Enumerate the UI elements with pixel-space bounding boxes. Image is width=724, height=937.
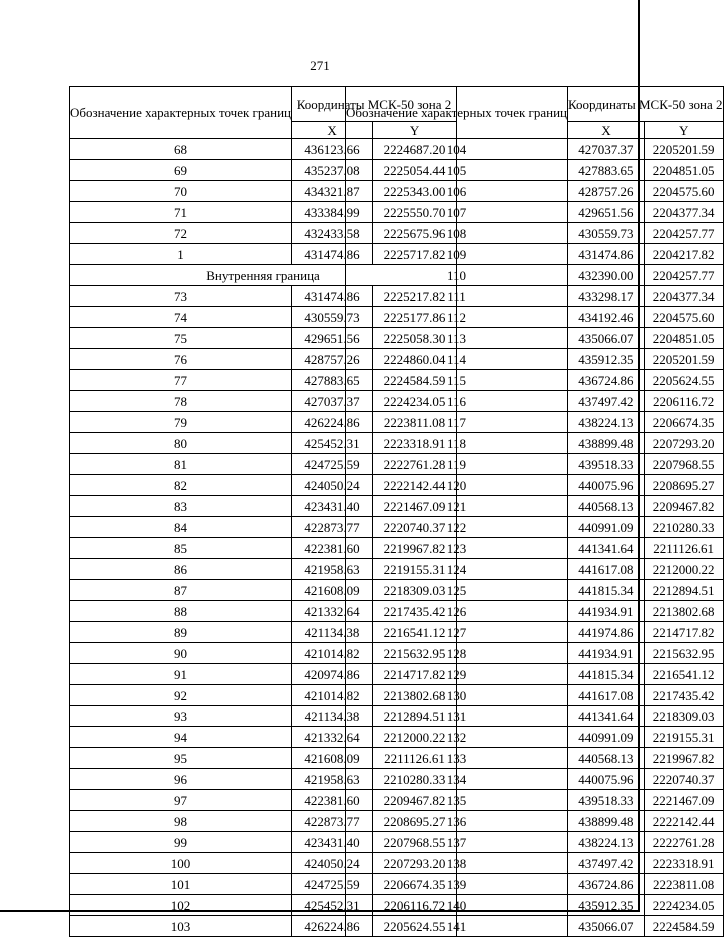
y-coordinate-cell: 2225343.00 — [373, 181, 457, 202]
table-row — [346, 265, 724, 286]
x-coordinate-cell: 427883.65 — [568, 160, 645, 181]
y-coordinate-cell: 2223811.08 — [644, 874, 723, 895]
point-id-cell: 84 — [70, 517, 292, 538]
point-id-cell: 132 — [346, 727, 568, 748]
point-id-cell: 127 — [346, 622, 568, 643]
table-row — [346, 244, 724, 265]
point-id-cell: 137 — [346, 832, 568, 853]
table-row — [346, 391, 724, 412]
y-coordinate-cell: 2205624.55 — [644, 370, 723, 391]
y-coordinate-cell: 2219155.31 — [644, 727, 723, 748]
y-coordinate-cell: 2219967.82 — [373, 538, 457, 559]
point-id-cell: 141 — [346, 916, 568, 937]
table-row — [346, 370, 724, 391]
x-coordinate-cell: 440568.13 — [568, 496, 645, 517]
point-id-cell: 94 — [70, 727, 292, 748]
x-coordinate-cell: 422873.77 — [292, 517, 373, 538]
y-coordinate-cell: 2218309.03 — [373, 580, 457, 601]
point-id-cell: 92 — [70, 685, 292, 706]
point-id-cell: 107 — [346, 202, 568, 223]
y-coordinate-cell: 2207968.55 — [644, 454, 723, 475]
point-id-cell: 72 — [70, 223, 292, 244]
x-coordinate-cell: 425452.31 — [292, 433, 373, 454]
table-row — [346, 643, 724, 664]
y-coordinate-cell: 2204851.05 — [644, 328, 723, 349]
y-coordinate-cell: 2206674.35 — [373, 874, 457, 895]
x-coordinate-cell: 429651.56 — [292, 328, 373, 349]
y-coordinate-cell: 2214717.82 — [373, 664, 457, 685]
y-coordinate-cell: 2224687.20 — [373, 139, 457, 160]
x-coordinate-cell: 427037.37 — [568, 139, 645, 160]
y-coordinate-cell: 2208695.27 — [373, 811, 457, 832]
y-coordinate-cell: 2210280.33 — [373, 769, 457, 790]
x-coordinate-cell: 441974.86 — [568, 622, 645, 643]
y-coordinate-cell: 2210280.33 — [644, 517, 723, 538]
section-label: Внутренняя граница — [70, 265, 457, 286]
x-coordinate-cell: 441815.34 — [568, 664, 645, 685]
table-row — [346, 685, 724, 706]
y-coordinate-cell: 2205201.59 — [644, 349, 723, 370]
x-coordinate-cell: 435912.35 — [568, 349, 645, 370]
x-coordinate-cell: 440075.96 — [568, 769, 645, 790]
y-coordinate-cell: 2206116.72 — [644, 391, 723, 412]
y-coordinate-cell: 2212894.51 — [373, 706, 457, 727]
table-row — [346, 517, 724, 538]
point-id-cell: 114 — [346, 349, 568, 370]
x-coordinate-cell: 434321.87 — [292, 181, 373, 202]
y-coordinate-cell: 2215632.95 — [373, 643, 457, 664]
header-point-designation: Обозначение характерных точек границ — [346, 87, 568, 139]
table-row — [346, 832, 724, 853]
x-coordinate-cell: 427883.65 — [292, 370, 373, 391]
x-coordinate-cell: 423431.40 — [292, 496, 373, 517]
point-id-cell: 138 — [346, 853, 568, 874]
y-coordinate-cell: 2225054.44 — [373, 160, 457, 181]
table-row — [346, 223, 724, 244]
point-id-cell: 123 — [346, 538, 568, 559]
x-coordinate-cell: 441341.64 — [568, 538, 645, 559]
table-row — [346, 874, 724, 895]
x-coordinate-cell: 439518.33 — [568, 454, 645, 475]
point-id-cell: 96 — [70, 769, 292, 790]
x-coordinate-cell: 439518.33 — [568, 790, 645, 811]
table-row — [346, 433, 724, 454]
table-row — [346, 664, 724, 685]
point-id-cell: 108 — [346, 223, 568, 244]
point-id-cell: 117 — [346, 412, 568, 433]
x-coordinate-cell: 440075.96 — [568, 475, 645, 496]
point-id-cell: 77 — [70, 370, 292, 391]
point-id-cell: 81 — [70, 454, 292, 475]
x-coordinate-cell: 441617.08 — [568, 559, 645, 580]
x-coordinate-cell: 430559.73 — [292, 307, 373, 328]
point-id-cell: 106 — [346, 181, 568, 202]
y-coordinate-cell: 2205624.55 — [373, 916, 457, 937]
x-coordinate-cell: 429651.56 — [568, 202, 645, 223]
y-coordinate-cell: 2213802.68 — [644, 601, 723, 622]
point-id-cell: 73 — [70, 286, 292, 307]
point-id-cell: 68 — [70, 139, 292, 160]
point-id-cell: 76 — [70, 349, 292, 370]
y-coordinate-cell: 2223811.08 — [373, 412, 457, 433]
x-coordinate-cell: 435066.07 — [568, 916, 645, 937]
x-coordinate-cell: 441341.64 — [568, 706, 645, 727]
coordinates-table-right — [345, 86, 724, 937]
y-coordinate-cell: 2205201.59 — [644, 139, 723, 160]
header-point-designation: Обозначение характерных точек границ — [70, 87, 292, 139]
y-coordinate-cell: 2204257.77 — [644, 223, 723, 244]
page-number: 271 — [310, 58, 330, 73]
table-row — [346, 160, 724, 181]
point-id-cell: 97 — [70, 790, 292, 811]
y-coordinate-cell: 2218309.03 — [644, 706, 723, 727]
point-id-cell: 133 — [346, 748, 568, 769]
x-coordinate-cell: 441934.91 — [568, 601, 645, 622]
y-coordinate-cell: 2207293.20 — [644, 433, 723, 454]
x-coordinate-cell: 422873.77 — [292, 811, 373, 832]
point-id-cell: 90 — [70, 643, 292, 664]
y-coordinate-cell: 2221467.09 — [644, 790, 723, 811]
point-id-cell: 129 — [346, 664, 568, 685]
header-y: Y — [373, 122, 457, 139]
table-row — [346, 580, 724, 601]
y-coordinate-cell: 2224234.05 — [373, 391, 457, 412]
point-id-cell: 122 — [346, 517, 568, 538]
table-row — [346, 706, 724, 727]
point-id-cell: 99 — [70, 832, 292, 853]
x-coordinate-cell: 421332.64 — [292, 727, 373, 748]
y-coordinate-cell: 2216541.12 — [373, 622, 457, 643]
table-row — [346, 475, 724, 496]
point-id-cell: 109 — [346, 244, 568, 265]
point-id-cell: 126 — [346, 601, 568, 622]
table-row — [346, 622, 724, 643]
x-coordinate-cell: 427037.37 — [292, 391, 373, 412]
point-id-cell: 118 — [346, 433, 568, 454]
x-coordinate-cell: 436123.66 — [292, 139, 373, 160]
table-row — [346, 349, 724, 370]
y-coordinate-cell: 2208695.27 — [644, 475, 723, 496]
y-coordinate-cell: 2204851.05 — [644, 160, 723, 181]
y-coordinate-cell: 2209467.82 — [644, 496, 723, 517]
x-coordinate-cell: 421608.09 — [292, 748, 373, 769]
x-coordinate-cell: 426224.86 — [292, 916, 373, 937]
x-coordinate-cell: 438224.13 — [568, 412, 645, 433]
y-coordinate-cell: 2213802.68 — [373, 685, 457, 706]
table-row — [346, 307, 724, 328]
y-coordinate-cell: 2224584.59 — [644, 916, 723, 937]
y-coordinate-cell: 2207968.55 — [373, 832, 457, 853]
point-id-cell: 75 — [70, 328, 292, 349]
y-coordinate-cell: 2211126.61 — [644, 538, 723, 559]
point-id-cell: 1 — [70, 244, 292, 265]
point-id-cell: 87 — [70, 580, 292, 601]
y-coordinate-cell: 2222761.28 — [373, 454, 457, 475]
point-id-cell: 89 — [70, 622, 292, 643]
x-coordinate-cell: 441617.08 — [568, 685, 645, 706]
table-row — [346, 139, 724, 160]
y-coordinate-cell: 2216541.12 — [644, 664, 723, 685]
table-row — [346, 454, 724, 475]
x-coordinate-cell: 421958.63 — [292, 769, 373, 790]
point-id-cell: 98 — [70, 811, 292, 832]
x-coordinate-cell: 436724.86 — [568, 370, 645, 391]
x-coordinate-cell: 422381.60 — [292, 790, 373, 811]
point-id-cell: 135 — [346, 790, 568, 811]
x-coordinate-cell: 421332.64 — [292, 601, 373, 622]
header-x: X — [568, 122, 645, 139]
y-coordinate-cell: 2222142.44 — [644, 811, 723, 832]
x-coordinate-cell: 421608.09 — [292, 580, 373, 601]
y-coordinate-cell: 2225177.86 — [373, 307, 457, 328]
point-id-cell: 95 — [70, 748, 292, 769]
header-coordinates: Координаты МСК-50 зона 2 — [292, 87, 457, 122]
point-id-cell: 121 — [346, 496, 568, 517]
table-row — [346, 769, 724, 790]
y-coordinate-cell: 2204217.82 — [644, 244, 723, 265]
header-y: Y — [644, 122, 723, 139]
y-coordinate-cell: 2204257.77 — [644, 265, 723, 286]
x-coordinate-cell: 424050.24 — [292, 475, 373, 496]
point-id-cell: 69 — [70, 160, 292, 181]
point-id-cell: 128 — [346, 643, 568, 664]
x-coordinate-cell: 438899.48 — [568, 433, 645, 454]
point-id-cell: 130 — [346, 685, 568, 706]
point-id-cell: 102 — [70, 895, 292, 916]
point-id-cell: 86 — [70, 559, 292, 580]
point-id-cell: 110 — [346, 265, 568, 286]
point-id-cell: 70 — [70, 181, 292, 202]
point-id-cell: 113 — [346, 328, 568, 349]
y-coordinate-cell: 2221467.09 — [373, 496, 457, 517]
point-id-cell: 93 — [70, 706, 292, 727]
y-coordinate-cell: 2204377.34 — [644, 286, 723, 307]
y-coordinate-cell: 2214717.82 — [644, 622, 723, 643]
point-id-cell: 136 — [346, 811, 568, 832]
y-coordinate-cell: 2225217.82 — [373, 286, 457, 307]
x-coordinate-cell: 422381.60 — [292, 538, 373, 559]
y-coordinate-cell: 2204377.34 — [644, 202, 723, 223]
x-coordinate-cell: 441934.91 — [568, 643, 645, 664]
point-id-cell: 120 — [346, 475, 568, 496]
y-coordinate-cell: 2211126.61 — [373, 748, 457, 769]
x-coordinate-cell: 431474.86 — [292, 244, 373, 265]
right-table-body — [346, 139, 724, 937]
y-coordinate-cell: 2212894.51 — [644, 580, 723, 601]
x-coordinate-cell: 424725.59 — [292, 454, 373, 475]
x-coordinate-cell: 437497.42 — [568, 391, 645, 412]
y-coordinate-cell: 2224584.59 — [373, 370, 457, 391]
x-coordinate-cell: 440568.13 — [568, 748, 645, 769]
point-id-cell: 131 — [346, 706, 568, 727]
y-coordinate-cell: 2207293.20 — [373, 853, 457, 874]
y-coordinate-cell: 2225675.96 — [373, 223, 457, 244]
y-coordinate-cell: 2204575.60 — [644, 307, 723, 328]
point-id-cell: 82 — [70, 475, 292, 496]
point-id-cell: 91 — [70, 664, 292, 685]
x-coordinate-cell: 433298.17 — [568, 286, 645, 307]
point-id-cell: 100 — [70, 853, 292, 874]
x-coordinate-cell: 435912.35 — [568, 895, 645, 916]
y-coordinate-cell: 2224234.05 — [644, 895, 723, 916]
table-row — [346, 181, 724, 202]
x-coordinate-cell: 428757.26 — [292, 349, 373, 370]
y-coordinate-cell: 2212000.22 — [644, 559, 723, 580]
y-coordinate-cell: 2222142.44 — [373, 475, 457, 496]
x-coordinate-cell: 421958.63 — [292, 559, 373, 580]
point-id-cell: 111 — [346, 286, 568, 307]
y-coordinate-cell: 2212000.22 — [373, 727, 457, 748]
x-coordinate-cell: 438224.13 — [568, 832, 645, 853]
table-row — [346, 790, 724, 811]
x-coordinate-cell: 435237.08 — [292, 160, 373, 181]
y-coordinate-cell: 2206674.35 — [644, 412, 723, 433]
point-id-cell: 85 — [70, 538, 292, 559]
y-coordinate-cell: 2219155.31 — [373, 559, 457, 580]
point-id-cell: 88 — [70, 601, 292, 622]
x-coordinate-cell: 433384.99 — [292, 202, 373, 223]
point-id-cell: 71 — [70, 202, 292, 223]
y-coordinate-cell: 2222761.28 — [644, 832, 723, 853]
point-id-cell: 103 — [70, 916, 292, 937]
x-coordinate-cell: 436724.86 — [568, 874, 645, 895]
point-id-cell: 124 — [346, 559, 568, 580]
point-id-cell: 139 — [346, 874, 568, 895]
point-id-cell: 140 — [346, 895, 568, 916]
table-row — [346, 328, 724, 349]
y-coordinate-cell: 2225058.30 — [373, 328, 457, 349]
x-coordinate-cell: 435066.07 — [568, 328, 645, 349]
x-coordinate-cell: 430559.73 — [568, 223, 645, 244]
x-coordinate-cell: 434192.46 — [568, 307, 645, 328]
y-coordinate-cell: 2220740.37 — [373, 517, 457, 538]
header-x: X — [292, 122, 373, 139]
y-coordinate-cell: 2225717.82 — [373, 244, 457, 265]
point-id-cell: 105 — [346, 160, 568, 181]
table-row — [346, 559, 724, 580]
point-id-cell: 119 — [346, 454, 568, 475]
x-coordinate-cell: 426224.86 — [292, 412, 373, 433]
y-coordinate-cell: 2206116.72 — [373, 895, 457, 916]
table-row — [346, 895, 724, 916]
y-coordinate-cell: 2217435.42 — [644, 685, 723, 706]
point-id-cell: 104 — [346, 139, 568, 160]
table-row — [346, 202, 724, 223]
x-coordinate-cell: 428757.26 — [568, 181, 645, 202]
table-row — [346, 811, 724, 832]
point-id-cell: 74 — [70, 307, 292, 328]
x-coordinate-cell: 437497.42 — [568, 853, 645, 874]
x-coordinate-cell: 438899.48 — [568, 811, 645, 832]
point-id-cell: 79 — [70, 412, 292, 433]
x-coordinate-cell: 421014.82 — [292, 643, 373, 664]
x-coordinate-cell: 423431.40 — [292, 832, 373, 853]
point-id-cell: 101 — [70, 874, 292, 895]
y-coordinate-cell: 2217435.42 — [373, 601, 457, 622]
table-row — [346, 496, 724, 517]
x-coordinate-cell: 432433.58 — [292, 223, 373, 244]
y-coordinate-cell: 2223318.91 — [373, 433, 457, 454]
table-row — [346, 538, 724, 559]
point-id-cell: 80 — [70, 433, 292, 454]
x-coordinate-cell: 421134.38 — [292, 706, 373, 727]
y-coordinate-cell: 2219967.82 — [644, 748, 723, 769]
point-id-cell: 116 — [346, 391, 568, 412]
table-row — [346, 727, 724, 748]
point-id-cell: 134 — [346, 769, 568, 790]
table-row — [346, 916, 724, 937]
point-id-cell: 78 — [70, 391, 292, 412]
y-coordinate-cell: 2225550.70 — [373, 202, 457, 223]
x-coordinate-cell: 424050.24 — [292, 853, 373, 874]
point-id-cell: 83 — [70, 496, 292, 517]
table-row — [346, 412, 724, 433]
x-coordinate-cell: 421014.82 — [292, 685, 373, 706]
y-coordinate-cell: 2224860.04 — [373, 349, 457, 370]
x-coordinate-cell: 425452.31 — [292, 895, 373, 916]
y-coordinate-cell: 2223318.91 — [644, 853, 723, 874]
y-coordinate-cell: 2209467.82 — [373, 790, 457, 811]
x-coordinate-cell: 441815.34 — [568, 580, 645, 601]
y-coordinate-cell: 2215632.95 — [644, 643, 723, 664]
x-coordinate-cell: 432390.00 — [568, 265, 645, 286]
table-row — [346, 601, 724, 622]
x-coordinate-cell: 440991.09 — [568, 727, 645, 748]
y-coordinate-cell: 2204575.60 — [644, 181, 723, 202]
table-row — [346, 748, 724, 769]
x-coordinate-cell: 424725.59 — [292, 874, 373, 895]
y-coordinate-cell: 2220740.37 — [644, 769, 723, 790]
x-coordinate-cell: 431474.86 — [568, 244, 645, 265]
point-id-cell: 112 — [346, 307, 568, 328]
header-coordinates: Координаты МСК-50 зона 2 — [568, 87, 724, 122]
point-id-cell: 125 — [346, 580, 568, 601]
point-id-cell: 115 — [346, 370, 568, 391]
x-coordinate-cell: 431474.86 — [292, 286, 373, 307]
table-row — [346, 853, 724, 874]
x-coordinate-cell: 421134.38 — [292, 622, 373, 643]
x-coordinate-cell: 420974.86 — [292, 664, 373, 685]
table-row — [346, 286, 724, 307]
x-coordinate-cell: 440991.09 — [568, 517, 645, 538]
